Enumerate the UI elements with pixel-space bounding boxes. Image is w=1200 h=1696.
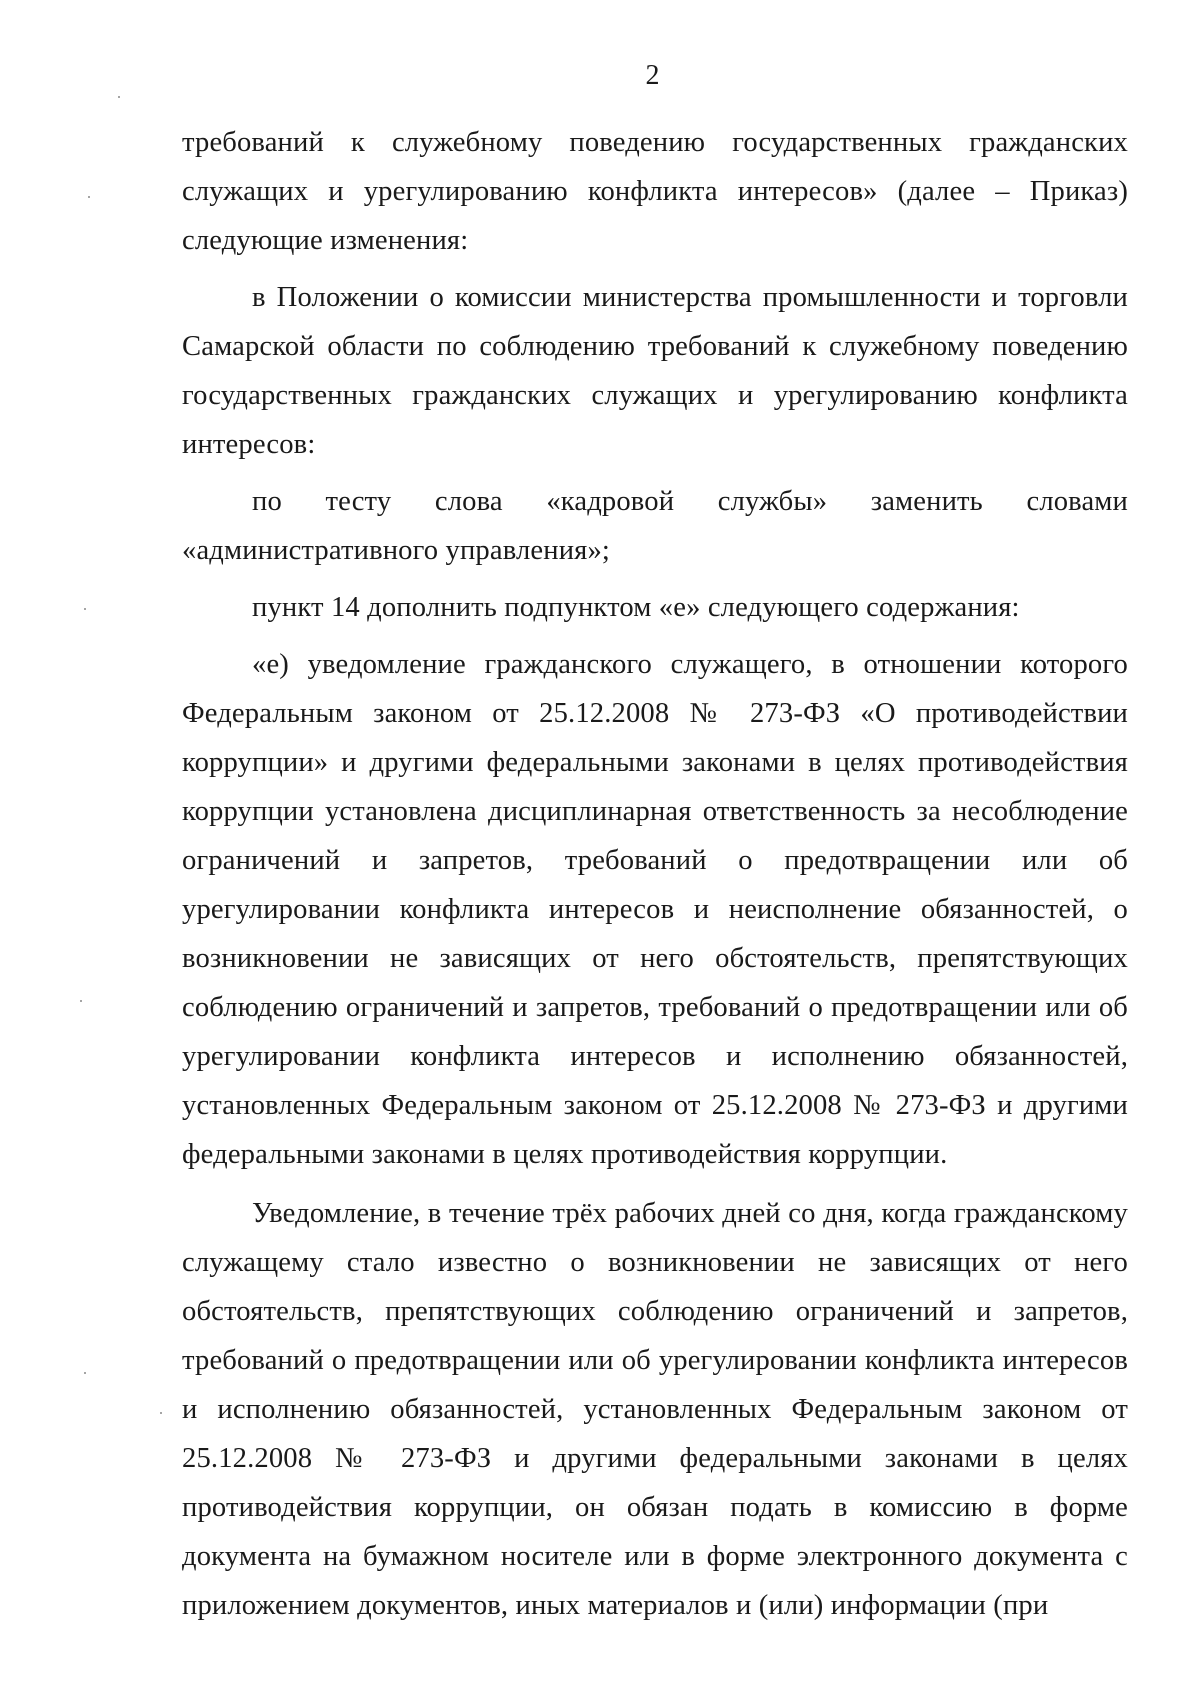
paragraph-continuation: требований к служебному поведению государственных гражданских служащих и урегулированию конфликта интересов» (далее – Приказ) следующие изменения: [182, 127, 1128, 256]
scan-speck [88, 196, 90, 198]
paragraph-item-14: пункт 14 дополнить подпунктом «е» следующего содержания: [252, 592, 1020, 623]
scan-speck [160, 1412, 162, 1414]
paragraph-notification: Уведомление, в течение трёх рабочих дней со дня, когда гражданскому служащему стало известно о возникновении не зависящих от него обстоятельств, препятствующих соблюдению ограничений и запретов, требований о предотвращении или об урегулировании конфликта интересов и исполнению обязанностей, установленных Федеральным законом от 25.12.2008 № 273-ФЗ и другими федеральными законами в целях противодействия коррупции, он обязан подать в комиссию в форме документа на бумажном носителе или в форме электронного документа с приложением документов, иных материалов и (или) информации (при [182, 1198, 1128, 1621]
page-number: 2 [645, 60, 660, 91]
document-body [182, 118, 1128, 1630]
scan-speck [80, 1000, 82, 1002]
scan-speck [84, 1372, 86, 1374]
paragraph-regulation-amendment: в Положении о комиссии министерства промышленности и торговли Самарской области по соблюдению требований к служебному поведению государственных гражданских служащих и урегулированию конфликта интересов: [182, 282, 1128, 460]
paragraph-subitem-e: «е) уведомление гражданского служащего, в отношении которого Федеральным законом от 25.12.2008 № 273-ФЗ «О противодействии коррупции» и другими федеральными законами в целях противодействия коррупции установлена дисциплинарная ответственность за несоблюдение ограничений и запретов, требований о предотвращении или об урегулировании конфликта интересов и неисполнение обязанностей, о возникновении не зависящих от него обстоятельств, препятствующих соблюдению ограничений и запретов, требований о предотвращении или об урегулировании конфликта интересов и исполнению обязанностей, установленных Федеральным законом от 25.12.2008 № 273-ФЗ и другими федеральными законами в целях противодействия коррупции. [182, 649, 1128, 1170]
scan-speck [118, 96, 120, 98]
paragraph-word-replacement: по тесту слова «кадровой службы» заменить словами «административного управления»; [182, 486, 1128, 566]
scan-speck [84, 608, 86, 610]
